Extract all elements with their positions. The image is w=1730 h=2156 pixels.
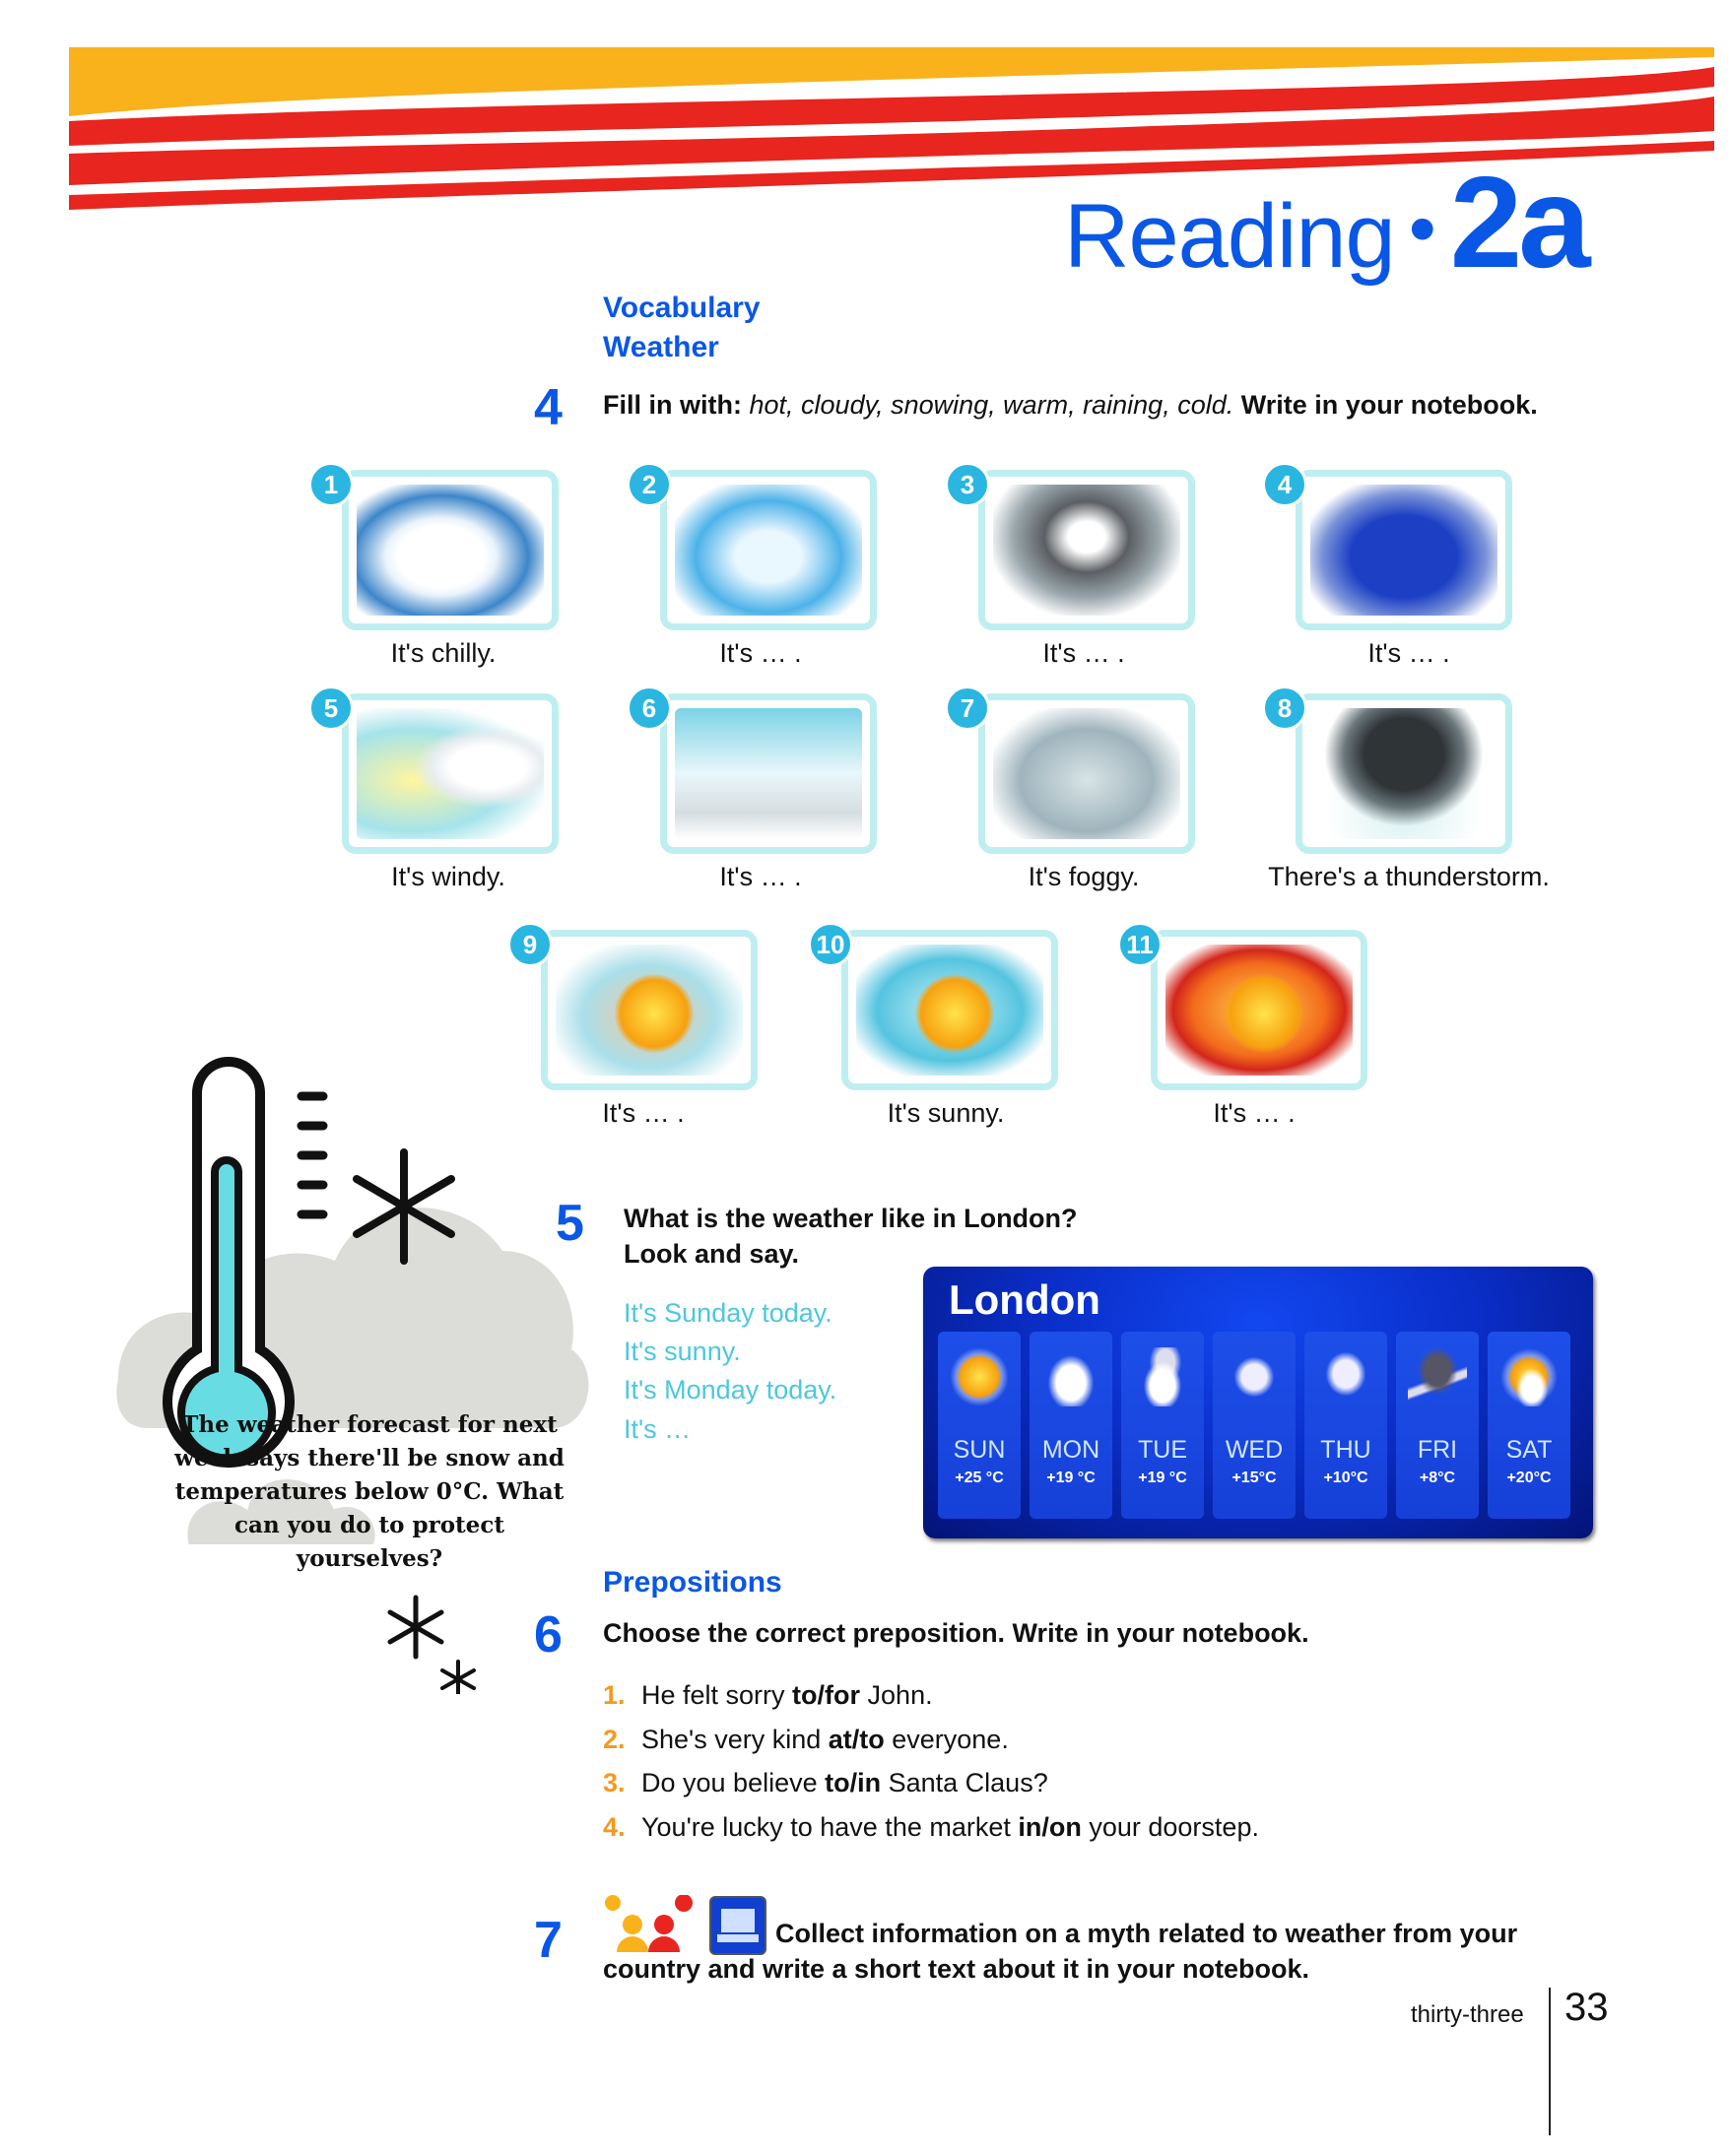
example-line: It's …	[624, 1414, 692, 1444]
exercise-7-number: 7	[534, 1912, 563, 1969]
forecast-day-thu	[1304, 1332, 1387, 1519]
sun-icon	[615, 974, 694, 1053]
example-line: It's sunny.	[624, 1337, 741, 1366]
sun-icon	[915, 974, 994, 1053]
chilly-cloud-icon	[357, 485, 544, 616]
forecast-temperature: +20°C	[1506, 1470, 1552, 1486]
picture-number-badge: 2	[627, 462, 672, 507]
exercise-5-instruction: Look and say.	[624, 1239, 800, 1269]
picture-number-badge: 4	[1262, 462, 1307, 507]
light-rain-icon	[1225, 1347, 1284, 1406]
fog-tree-icon	[993, 708, 1180, 839]
preposition-list	[603, 1680, 1490, 1858]
preposition-choice: to/in	[825, 1768, 882, 1797]
weather-picture	[1296, 470, 1512, 630]
wind-cloud-icon	[357, 708, 544, 839]
cloudy-sky-icon	[675, 708, 862, 839]
preposition-choice: to/for	[792, 1680, 861, 1710]
thermometer-cloud-illustration	[108, 1024, 601, 1694]
footer-divider	[1549, 1988, 1551, 2135]
unit-number: 2a	[1449, 150, 1587, 294]
discussion-bubble-text: The weather forecast for next week says there'll be snow and temperatures below 0°C. What can you do to protect yourselves?	[174, 1411, 565, 1572]
weather-picture	[660, 470, 877, 630]
storm-icon	[1408, 1347, 1467, 1406]
forecast-day-mon	[1030, 1332, 1112, 1519]
page-number: 33	[1564, 1986, 1609, 2029]
forecast-day-label: MON	[1041, 1436, 1100, 1464]
page-number-words: thirty-three	[1411, 2001, 1524, 2028]
picture-caption: It's foggy.	[1028, 862, 1140, 891]
forecast-city: London	[949, 1276, 1100, 1323]
snowflake-tiny-icon	[442, 1662, 474, 1694]
preposition-item	[603, 1680, 1490, 1716]
forecast-day-fri	[1396, 1332, 1479, 1519]
example-line: It's Sunday today.	[624, 1298, 832, 1328]
weather-picture	[841, 930, 1058, 1090]
example-line: It's Monday today.	[624, 1375, 837, 1405]
picture-number-badge: 10	[808, 922, 853, 967]
forecast-day-label: THU	[1320, 1436, 1371, 1464]
weather-subheading: Weather	[603, 331, 719, 363]
picture-number-badge: 7	[945, 686, 990, 731]
forecast-temperature: +25 °C	[955, 1470, 1004, 1486]
prepositions-heading: Prepositions	[603, 1566, 782, 1599]
vocabulary-heading: Vocabulary	[603, 292, 761, 324]
section-title: Reading	[1064, 186, 1395, 287]
weather-picture	[978, 693, 1195, 854]
picture-caption: It's … .	[1213, 1098, 1296, 1128]
picture-number-badge: 5	[308, 686, 354, 731]
weather-picture	[1296, 693, 1512, 854]
cloud-icon	[1041, 1347, 1100, 1406]
item-number: 3.	[603, 1768, 626, 1797]
picture-caption: It's chilly.	[390, 638, 497, 668]
forecast-day-sun	[938, 1332, 1021, 1519]
picture-caption: It's … .	[719, 862, 802, 891]
cold-snow-thermometer-icon	[675, 485, 862, 616]
exercise-7-line-2: country and write a short text about it in your notebook.	[603, 1954, 1310, 1984]
picture-caption: It's … .	[602, 1098, 685, 1128]
forecast-day-label: FRI	[1417, 1436, 1458, 1464]
exercise-4-number: 4	[534, 379, 563, 436]
instruction-lead: Fill in with:	[603, 390, 742, 420]
item-number: 2.	[603, 1724, 626, 1754]
picture-caption: It's windy.	[391, 862, 505, 891]
item-sentence: Do you believe to/in Santa Claus?	[641, 1768, 1048, 1797]
picture-caption: It's … .	[1367, 638, 1450, 668]
picture-caption: It's … .	[1042, 638, 1125, 668]
picture-caption: There's a thunderstorm.	[1268, 862, 1550, 891]
picture-caption: It's sunny.	[887, 1098, 1005, 1128]
exercise-4-instruction	[603, 390, 1538, 421]
forecast-day-wed	[1213, 1332, 1296, 1519]
snowflake-small-icon	[390, 1598, 441, 1657]
thunderstorm-icon	[1310, 708, 1497, 839]
item-number: 1.	[603, 1680, 626, 1710]
picture-caption: It's … .	[719, 638, 802, 668]
preposition-item	[603, 1768, 1490, 1803]
preposition-choice: in/on	[1018, 1811, 1082, 1842]
pair-work-icon	[605, 1895, 693, 1952]
weather-picture	[978, 470, 1195, 630]
exercise-5-number: 5	[556, 1195, 584, 1252]
weather-picture	[342, 693, 559, 854]
forecast-temperature: +10°C	[1323, 1470, 1368, 1486]
page-title	[1064, 148, 1587, 296]
picture-number-badge: 6	[627, 686, 672, 731]
hot-sun-thermometer-icon	[1165, 945, 1353, 1076]
forecast-temperature: +15°C	[1231, 1470, 1277, 1486]
preposition-item	[603, 1725, 1490, 1760]
forecast-temperature: +8°C	[1419, 1470, 1456, 1486]
preposition-choice: at/to	[828, 1724, 885, 1754]
forecast-temperature: +19 °C	[1138, 1470, 1187, 1486]
forecast-day-label: SAT	[1505, 1436, 1553, 1464]
rain-cloud-icon	[993, 485, 1180, 616]
weather-picture	[342, 470, 559, 630]
sun-icon	[1225, 974, 1303, 1053]
exercise-6-instruction: Choose the correct preposition. Write in your notebook.	[603, 1618, 1309, 1648]
forecast-day-label: TUE	[1138, 1436, 1187, 1464]
forecast-day-tue	[1121, 1332, 1204, 1519]
item-sentence: She's very kind at/to everyone.	[641, 1724, 1009, 1754]
word-bank: hot, cloudy, snowing, warm, raining, cold.	[749, 390, 1234, 420]
title-separator: •	[1408, 184, 1436, 272]
london-forecast-panel	[923, 1267, 1593, 1538]
picture-number-badge: 3	[945, 462, 990, 507]
forecast-day-sat	[1488, 1332, 1570, 1519]
exercise-6-number: 6	[534, 1606, 563, 1664]
computer-icon	[710, 1897, 765, 1954]
weather-picture	[1151, 930, 1367, 1090]
instruction-tail: Write in your notebook.	[1240, 390, 1538, 420]
forecast-day-label: SUN	[953, 1436, 1006, 1464]
exercise-5-question: What is the weather like in London?	[624, 1204, 1078, 1233]
forecast-day-label: WED	[1225, 1436, 1284, 1464]
snowing-city-icon	[1310, 485, 1497, 616]
picture-number-badge: 9	[507, 922, 553, 967]
picture-number-badge: 8	[1262, 686, 1307, 731]
weather-picture	[660, 693, 877, 854]
sun-icon	[856, 945, 1043, 1076]
exercise-7-line-1: Collect information on a myth related to weather from your	[775, 1919, 1518, 1948]
sun-icon	[950, 1347, 1009, 1406]
sun-cloud-icon	[1499, 1347, 1559, 1406]
item-number: 4.	[603, 1811, 626, 1842]
item-sentence: You're lucky to have the market in/on your doorstep.	[641, 1811, 1259, 1842]
item-sentence: He felt sorry to/for John.	[641, 1680, 933, 1710]
sleet-icon	[1316, 1347, 1375, 1406]
picture-number-badge: 11	[1117, 922, 1163, 967]
pair-work-ict-icon	[603, 1895, 770, 1956]
clouds-icon	[1133, 1347, 1192, 1406]
preposition-item	[603, 1812, 1490, 1848]
forecast-temperature: +19 °C	[1046, 1470, 1096, 1486]
picture-number-badge: 1	[308, 462, 354, 507]
